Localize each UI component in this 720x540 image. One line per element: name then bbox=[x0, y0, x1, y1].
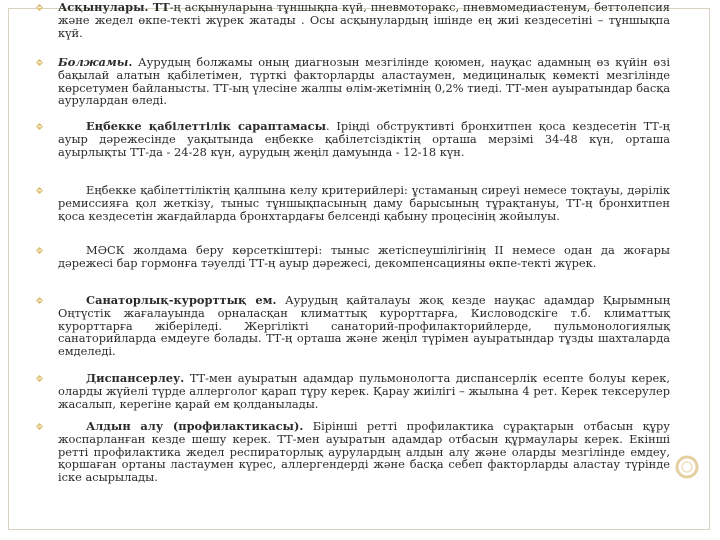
diamond-arrow-icon bbox=[35, 374, 44, 383]
item-text: . Іріңді обструктивті бронхитпен қоса кездесетін ТТ-ң ауыр дәрежесінде уақытында еңбекке қабілетсіздіктің орташа мерзімі 34-48 күн, орташа ауырлықты ТТ-да - 24-28 күн, аурудың жеңіл дамуында - 12-18 күн. bbox=[58, 119, 670, 159]
item-text: -ң асқынуларына тұншықпа күй, пневмоторакс, пневмомедиастенум, беттолепсия және жедел өкпе-текті жүрек жатады . Осы асқынулардың ішінде ең жиі кездесетіні – тұншықпа күй. bbox=[58, 0, 670, 40]
diamond-arrow-icon bbox=[35, 186, 44, 195]
diamond-arrow-icon bbox=[35, 296, 44, 305]
diamond-arrow-icon bbox=[35, 422, 44, 431]
item-text: Еңбекке қабілеттіліктің қалпына келу критерийлері: ұстаманың сиреуі немесе тоқтауы, дәрілік ремиссияға қол жеткізу, тыныс тұншықпасының даму барысының тұрақтануы, ТТ-ң бронхитпен қоса кездесетін жағдайларда бронхтардағы белсенді қабыну процесінің жойылуы. bbox=[58, 183, 670, 223]
item-lead: Асқынулары. ТТ bbox=[58, 0, 170, 14]
decorative-ring-icon bbox=[674, 454, 700, 480]
list-item-prognosis bbox=[58, 56, 670, 107]
item-text: Аурудың болжамы оның диагнозын мезгілінде қоюмен, науқас адамның өз күйін өзі бақылай алатын қабілетімен, түрткі факторларды аластаумен, медициналық көмекті мезгілінде көрсетумен байланысты. ТТ-ың үлесіне жалпы өлім-жетімнің 0,2% тиеді. ТТ-мен ауыратындар басқа аурулардан өледі. bbox=[58, 55, 670, 108]
list-item-prevention bbox=[58, 420, 670, 484]
item-text: Аурудың қайталауы жоқ кезде науқас адамдар Қырымның Оңтүстік жағалауында орналасқан климаттық курорттарға, Кисловодскіге т.б. климаттық курорттарға жіберіледі. Жергілікті санаторий-профилакторийлерде, пульмонологиялық санаторийларда емдеуге болады. ТТ-ң орташа және жеңіл түрімен ауыратындар тұзды шахталарда емделеді. bbox=[58, 293, 670, 359]
item-text: МӘСК жолдама беру көрсеткіштері: тыныс жетіспеушілігінің II немесе одан да жоғары дәрежесі бар гормонға тәуелді ТТ-ң ауыр дәрежесі, декомпенсацияны өкпе-текті жүрек. bbox=[58, 243, 670, 270]
list-item-complications bbox=[58, 1, 670, 39]
list-item-work-capacity bbox=[58, 120, 670, 158]
diamond-arrow-icon bbox=[35, 246, 44, 255]
diamond-arrow-icon bbox=[35, 58, 44, 67]
item-lead: Алдын алу (профилактикасы). bbox=[86, 419, 304, 433]
item-lead: Еңбекке қабілеттілік сараптамасы bbox=[86, 119, 327, 133]
list-item-referral bbox=[58, 244, 670, 270]
item-lead: Диспансерлеу. bbox=[86, 371, 185, 385]
diamond-arrow-icon bbox=[35, 122, 44, 131]
item-lead: Санаторлық-курорттық ем. bbox=[86, 293, 277, 307]
list-item-recovery-criteria bbox=[58, 184, 670, 222]
item-lead: Болжамы. bbox=[58, 55, 133, 69]
list-item-sanatorium bbox=[58, 294, 670, 358]
item-text: ТТ-мен ауыратын адамдар пульмонологта диспансерлік есепте болуы керек, оларды жүйелі түрде аллерголог қарап тұру керек. Қарау жиілігі – жылына 4 рет. Керек тексерулер жасалып, керегіне қарай ем қолданылады. bbox=[58, 371, 670, 411]
diamond-arrow-icon bbox=[35, 3, 44, 12]
list-item-dispensary bbox=[58, 372, 670, 410]
item-text: Бірінші ретті профилактика сұрақтарын отбасын құру жоспарланған кезде шешу керек. ТТ-мен ауыратын адамдар отбасын құрмаулары керек. Екінші ретті профилактика жедел респираторлық аурулардың алдын алу және оларды мезгілінде емдеу, қоршаған ортаны ластаумен күрес, аллергендерді және басқа себеп факторларды аластау түрінде іске асырылады. bbox=[58, 419, 670, 485]
